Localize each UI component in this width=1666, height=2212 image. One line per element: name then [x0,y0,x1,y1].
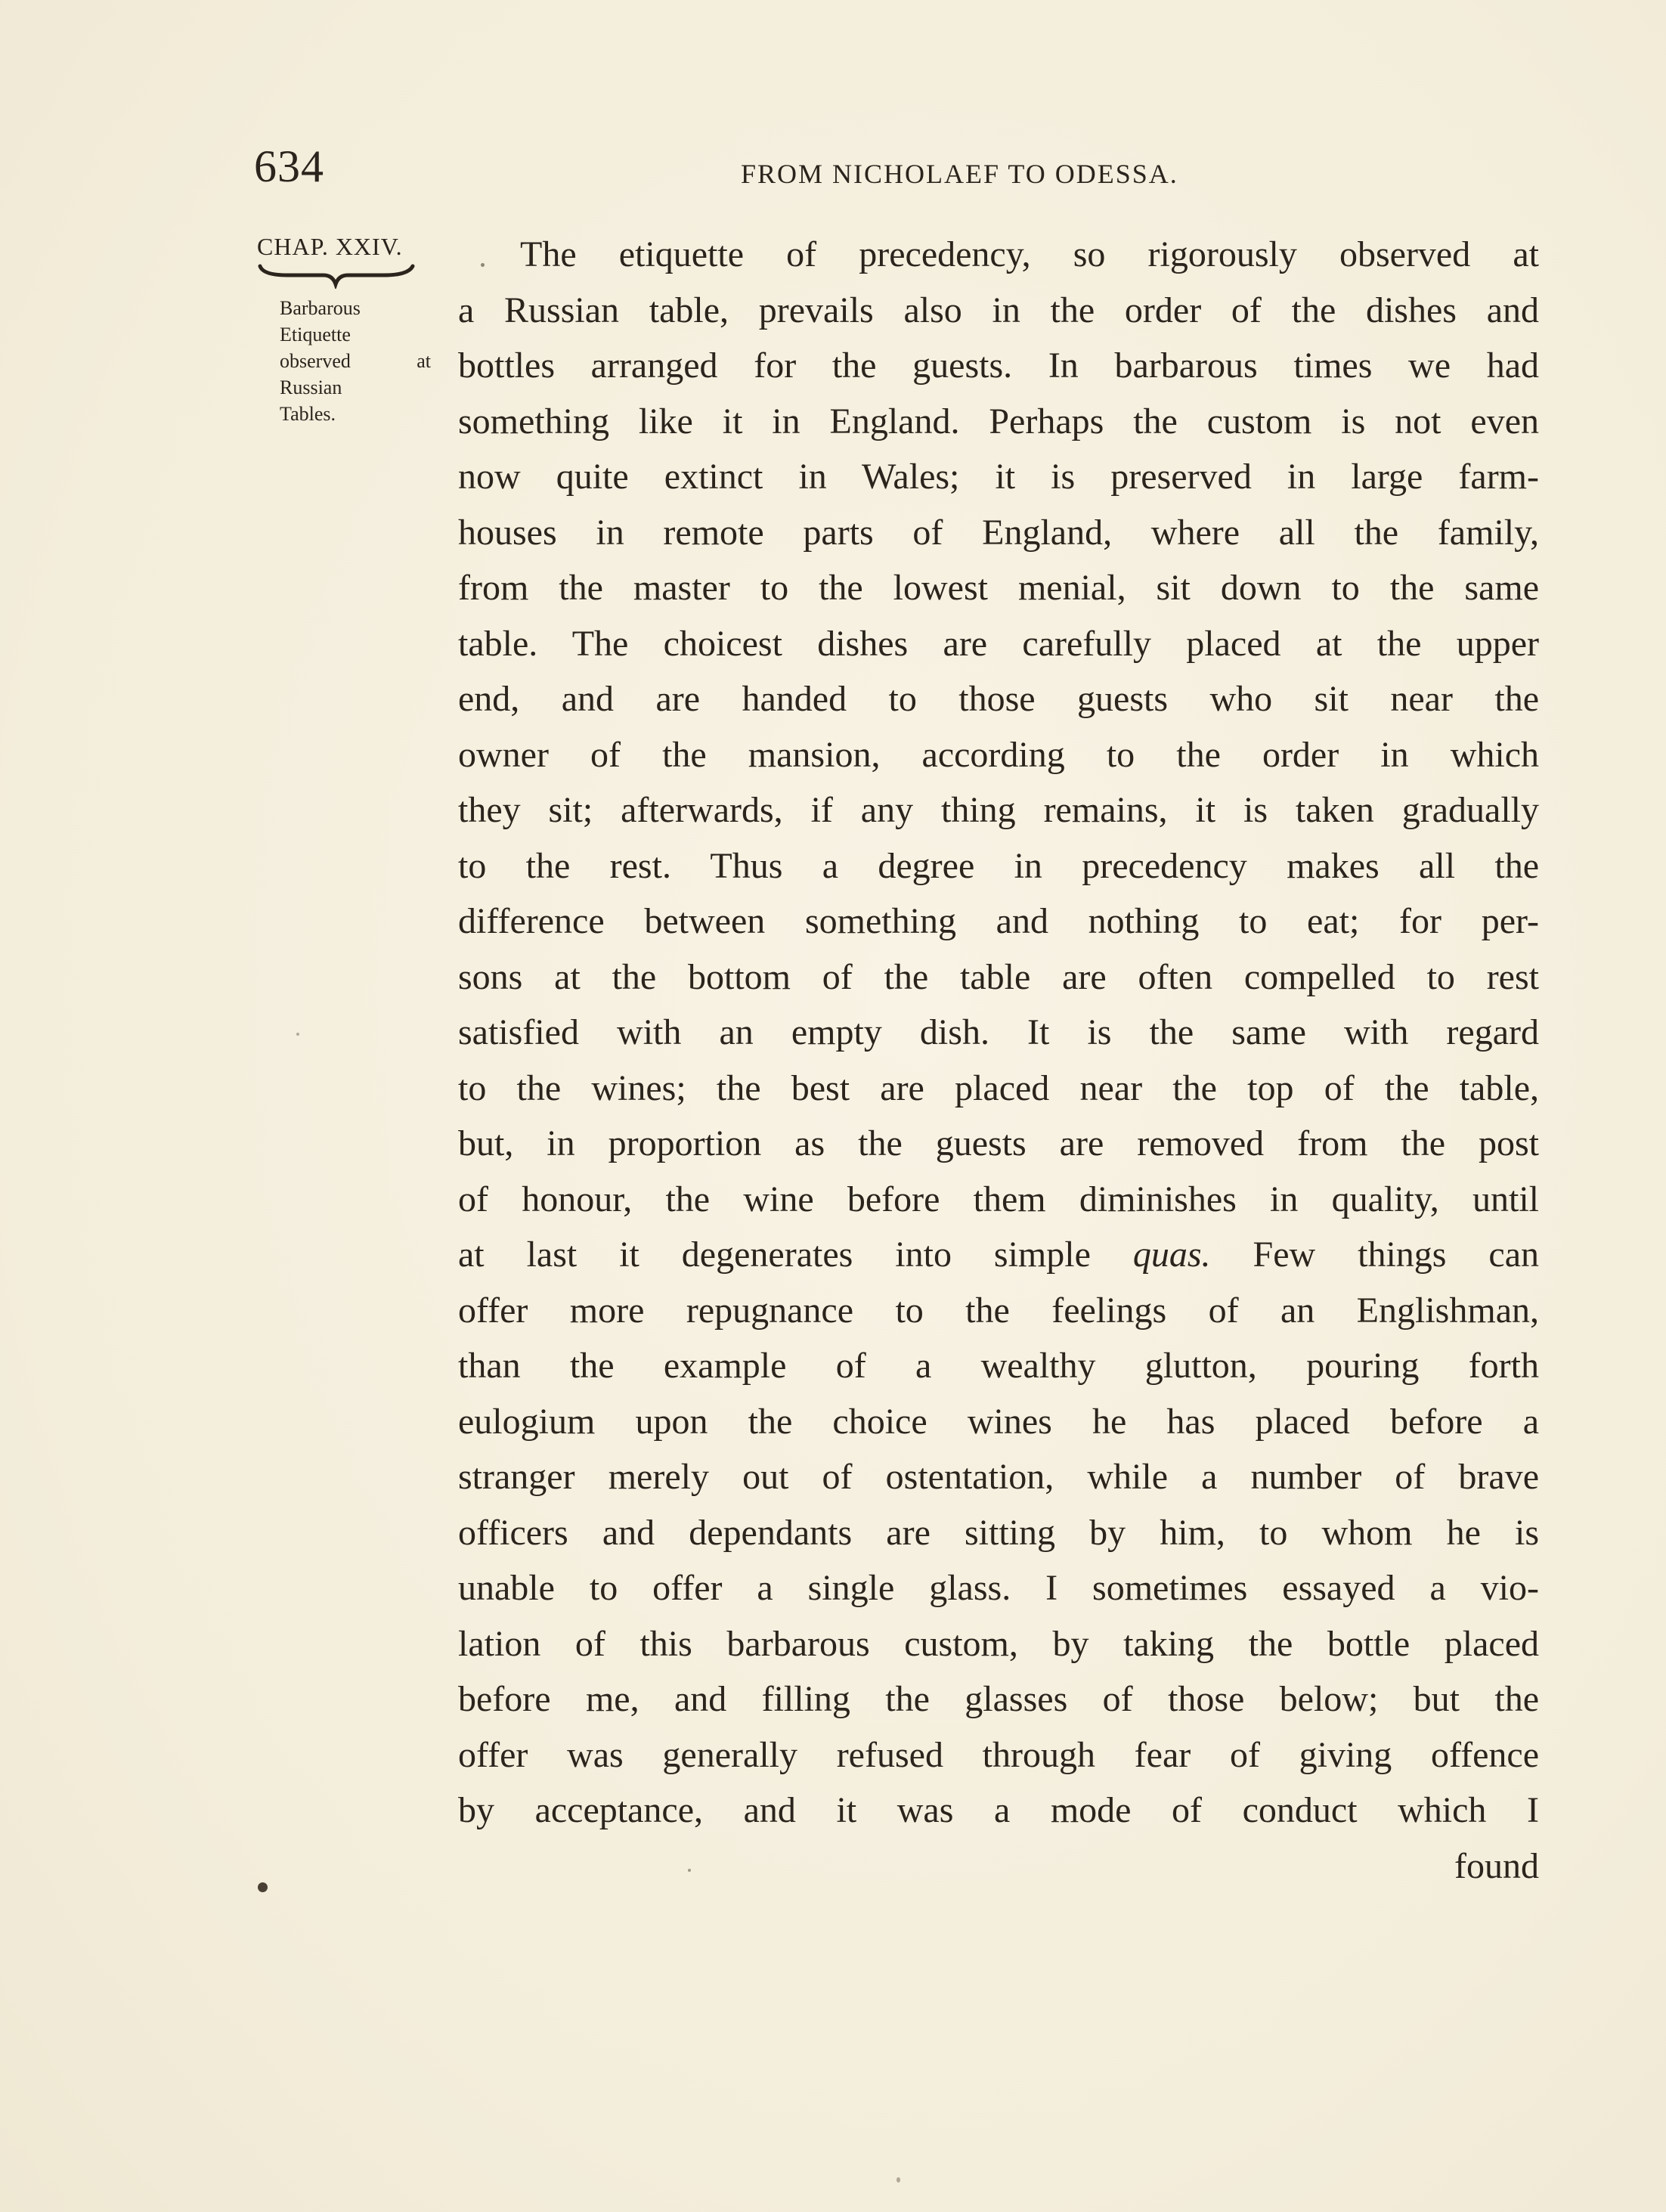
catchword: found [1454,1845,1539,1886]
text-line: offer more repugnance to the feelings of an Englishman, [458,1290,1539,1331]
text-line: lation of this barbarous custom, by taking the bottle placed [458,1623,1539,1664]
text-line: but, in proportion as the guests are removed from the post [458,1123,1539,1163]
side-note-line: Barbarous [280,297,361,319]
page-number: 634 [254,141,324,191]
text-line: table. The choicest dishes are carefully placed at the upper [458,623,1539,664]
text-line: The etiquette of precedency, so rigorously observed at [520,234,1539,274]
text-line: than the example of a wealthy glutton, pouring forth [458,1346,1539,1386]
text-segment: Few things can [1253,1235,1540,1275]
side-note-line: observed at [280,350,431,372]
ink-speck [296,1033,299,1036]
text-line: stranger merely out of ostentation, while a number of brave [458,1457,1539,1497]
text-line: satisfied with an empty dish. It is the same with regard [458,1012,1539,1052]
text-line: sons at the bottom of the table are often compelled to rest [458,956,1539,997]
italic-word: quas. [1132,1235,1211,1275]
text-line: to the rest. Thus a degree in precedency makes all the [458,845,1539,886]
text-line: a Russian table, prevails also in the order of the dishes and [458,290,1539,330]
side-note-line: Russian [280,376,342,398]
text-line: they sit; afterwards, if any thing remains, it is taken gradually [458,790,1539,830]
text-line: of honour, the wine before them diminishes in quality, until [458,1179,1539,1219]
text-line: to the wines; the best are placed near the top of the table, [458,1067,1539,1108]
text-line: officers and dependants are sitting by him, to whom he is [458,1512,1539,1553]
side-note-line: Tables. [280,403,336,425]
text-line: from the master to the lowest menial, sit down to the same [458,568,1539,608]
marginal-note [257,234,431,427]
running-head: FROM NICHOLAEF TO ODESSA. [741,159,1178,189]
text-line [458,1227,1539,1283]
text-line: end, and are handed to those guests who sit near the [458,679,1539,719]
text-segment: at last it degenerates into simple [458,1235,1091,1275]
brace-ornament [257,263,416,289]
text-line: before me, and filling the glasses of those below; but the [458,1679,1539,1719]
text-line: bottles arranged for the guests. In barbarous times we had [458,345,1539,386]
text-line: now quite extinct in Wales; it is preserved in large farm- [458,457,1539,497]
text-line: difference between something and nothing to eat; for per- [458,901,1539,941]
side-note [257,295,431,427]
text-line: offer was generally refused through fear of giving offence [458,1734,1539,1775]
text-line: houses in remote parts of England, where all the family, [458,512,1539,553]
chapter-label: CHAP. XXIV. [257,233,403,260]
text-line: unable to offer a single glass. I sometimes essayed a vio- [458,1568,1539,1608]
text-line: by acceptance, and it was a mode of conduct which I [458,1790,1539,1830]
text-line: something like it in England. Perhaps the custom is not even [458,401,1539,441]
text-line: eulogium upon the choice wines he has placed before a [458,1401,1539,1442]
ink-speck [688,1869,691,1872]
ink-speck [258,1882,268,1892]
ink-speck [481,263,485,267]
text-line: owner of the mansion, according to the order in which [458,734,1539,775]
side-note-line: Etiquette [280,324,351,345]
body-text [458,227,1539,1894]
ink-speck [896,2177,900,2183]
